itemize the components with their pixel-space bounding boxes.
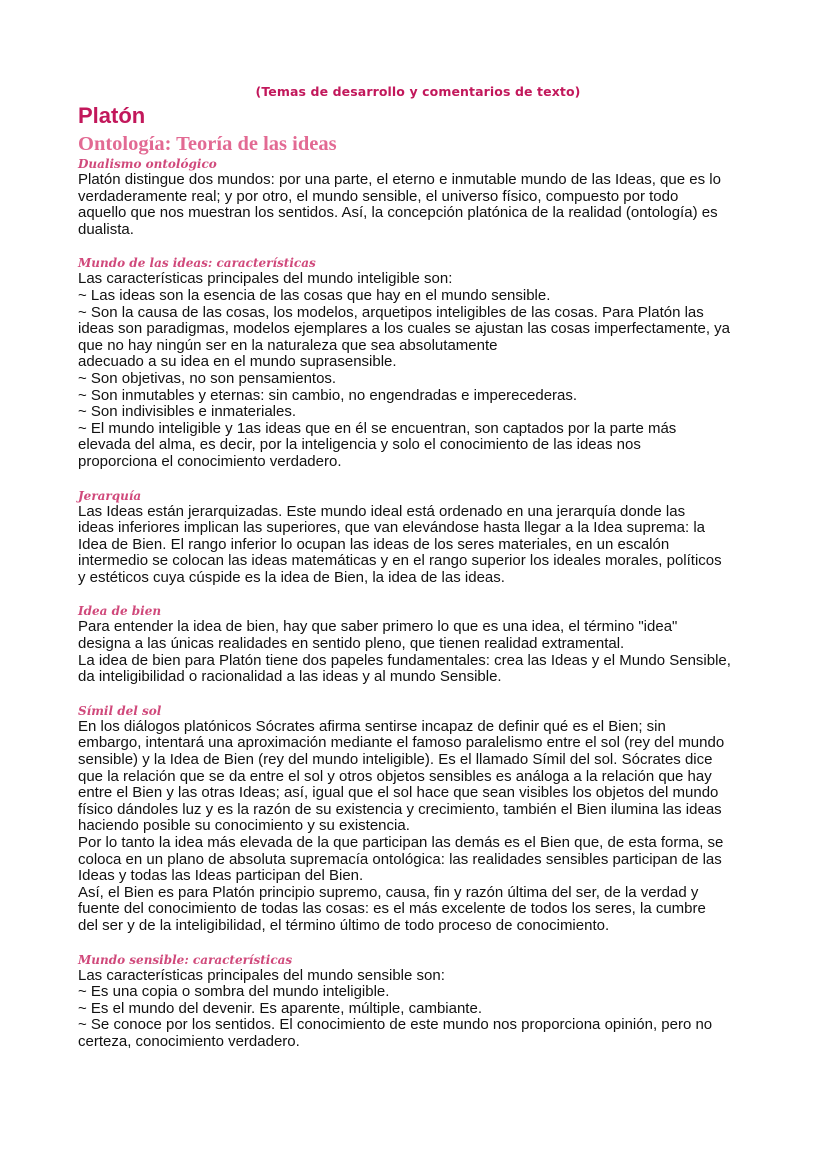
section-heading: Mundo sensible: características xyxy=(78,952,293,967)
text-line: ~ Son la causa de las cosas, los modelos, arquetipos inteligibles de las cosas. Para Platón las xyxy=(78,303,704,321)
text-line: ~ Son inmutables y eternas: sin cambio, no engendradas e imperecederas. xyxy=(78,386,578,404)
text-line: sensible) y la Idea de Bien (rey del mundo inteligible). Es el llamado Símil del sol. Sócrates dice xyxy=(78,751,713,769)
text-line: La idea de bien para Platón tiene dos papeles fundamentales: crea las Ideas y el Mundo Sensible, xyxy=(78,651,731,669)
section-body xyxy=(78,172,758,238)
text-line: coloca en un plano de absoluta supremacía ontológica: las realidades sensibles participan de las xyxy=(78,850,722,868)
text-line: físico dándoles luz y es la razón de su existencia y crecimiento, también el Bien ilumina las ideas xyxy=(78,800,722,818)
text-line: entre el Bien y las otras Ideas; así, igual que el sol hace que sean visibles los objetos del mundo xyxy=(78,784,719,802)
text-line: y estéticos cuya cúspide es la idea de Bien, la idea de las ideas. xyxy=(78,568,505,586)
text-line: ~ Las ideas son la esencia de las cosas que hay en el mundo sensible. xyxy=(78,286,551,304)
section-heading: Símil del sol xyxy=(78,703,162,718)
section-heading: Idea de bien xyxy=(78,604,162,619)
text-line: verdaderamente real; y por otro, el mundo sensible, el universo físico, compuesto por todo xyxy=(78,187,679,205)
section-jerarquia xyxy=(78,488,758,587)
text-line: elevada del alma, es decir, por la inteligencia y solo el conocimiento de las ideas nos xyxy=(78,436,641,454)
text-line: En los diálogos platónicos Sócrates afirma sentirse incapaz de definir qué es el Bien; sin xyxy=(78,717,666,735)
text-line: Por lo tanto la idea más elevada de la que participan las demás es el Bien que, de esta forma, se xyxy=(78,834,724,851)
text-line: fuente del conocimiento de todas las cosas: es el más excelente de todos los seres, la cumbre xyxy=(78,900,706,918)
section-simil-sol xyxy=(78,703,758,935)
text-line: Las características principales del mundo sensible son: xyxy=(78,966,445,984)
text-line: intermedio se colocan las ideas matemáticas y en el rango superior los ideales morales, políticos xyxy=(78,552,722,570)
text-line: Platón distingue dos mundos: por una parte, el eterno e inmutable mundo de las Ideas, que es lo xyxy=(78,171,721,188)
text-line: designa a las únicas realidades en sentido pleno, que tienen realidad extramental. xyxy=(78,635,625,653)
text-line: haciendo posible su conocimiento y su existencia. xyxy=(78,817,410,835)
text-line: que no hay ningún ser en la naturaleza que sea absolutamente xyxy=(78,336,498,354)
text-line: Ideas y todas las Ideas participan del Bien. xyxy=(78,867,364,885)
text-line: Así, el Bien es para Platón principio supremo, causa, fin y razón última del ser, de la verdad y xyxy=(78,883,699,901)
text-line: Para entender la idea de bien, hay que saber primero lo que es una idea, el término "idea" xyxy=(78,618,678,636)
page-subtitle: Ontología: Teoría de las ideas xyxy=(78,133,337,155)
section-dualismo xyxy=(78,156,758,238)
section-idea-bien xyxy=(78,603,758,685)
page-title: Platón xyxy=(78,103,146,128)
section-mundo-ideas xyxy=(78,255,758,470)
text-line: aquello que nos muestran los sentidos. Así, la concepción platónica de la realidad (ontología) es xyxy=(78,204,718,222)
text-line: ~ El mundo inteligible y 1as ideas que en él se encuentran, son captados por la parte más xyxy=(78,419,677,437)
section-heading: Jerarquía xyxy=(78,488,142,503)
section-body xyxy=(78,619,758,685)
text-line: Las características principales del mundo inteligible son: xyxy=(78,270,453,288)
text-line: da inteligibilidad o racionalidad a las ideas y al mundo Sensible. xyxy=(78,668,502,686)
text-line: certeza, conocimiento verdadero. xyxy=(78,1032,300,1050)
text-line: ideas inferiores implican las superiores, que van elevándose hasta llegar a la Idea suprema: la xyxy=(78,519,706,537)
text-line: ideas son paradigmas, modelos ejemplares a los cuales se ajustan las cosas imperfectamente, ya xyxy=(78,320,731,338)
section-body xyxy=(78,271,758,470)
text-line: del ser y de la inteligibilidad, el término último de todo proceso de conocimiento. xyxy=(78,916,610,934)
text-line: que la relación que se da entre el sol y otros objetos sensibles es análoga a la relación que hay xyxy=(78,767,712,785)
text-line: Idea de Bien. El rango inferior lo ocupan las ideas de los seres materiales, en un escalón xyxy=(78,535,670,553)
document-page xyxy=(78,78,758,1051)
text-line: Las Ideas están jerarquizadas. Este mundo ideal está ordenado en una jerarquía donde las xyxy=(78,502,686,520)
text-line: embargo, intentará una aproximación mediante el famoso paralelismo entre el sol (rey del mundo xyxy=(78,734,725,752)
section-mundo-sensible xyxy=(78,952,758,1051)
section-heading: Mundo de las ideas: características xyxy=(78,256,316,271)
section-body xyxy=(78,504,758,587)
text-line: ~ Se conoce por los sentidos. El conocimiento de este mundo nos proporciona opinión, pero no xyxy=(78,1016,713,1034)
text-line: proporciona el conocimiento verdadero. xyxy=(78,452,342,470)
text-line: ~ Son indivisibles e inmateriales. xyxy=(78,403,297,421)
section-body xyxy=(78,719,758,935)
text-line: ~ Es el mundo del devenir. Es aparente, múltiple, cambiante. xyxy=(78,999,482,1017)
document-subtitle: (Temas de desarrollo y comentarios de texto) xyxy=(255,84,581,99)
text-line: ~ Son objetivas, no son pensamientos. xyxy=(78,369,337,387)
text-line: dualista. xyxy=(78,220,134,238)
text-line: adecuado a su idea en el mundo suprasensible. xyxy=(78,353,397,371)
text-line: ~ Es una copia o sombra del mundo inteligible. xyxy=(78,983,390,1001)
section-heading: Dualismo ontológico xyxy=(78,157,217,171)
section-body xyxy=(78,968,758,1051)
